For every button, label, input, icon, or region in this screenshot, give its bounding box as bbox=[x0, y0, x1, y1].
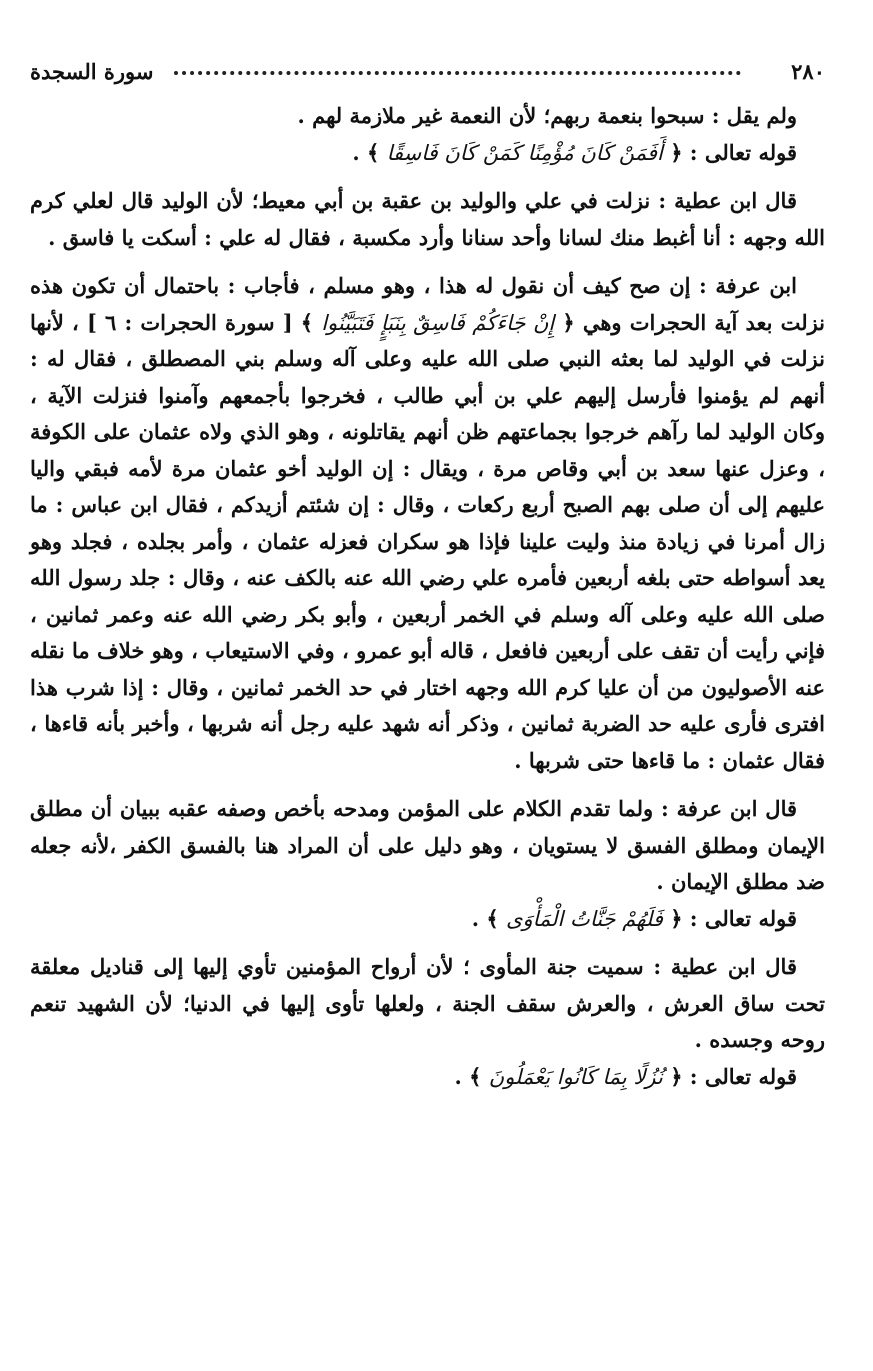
verse-line-2 bbox=[30, 901, 825, 938]
header-dotted-leader bbox=[174, 71, 741, 75]
paragraph-ibn-arafa-1 bbox=[30, 268, 825, 779]
page-header bbox=[30, 50, 825, 92]
verse-1-intro: قوله تعالى : ﴿ bbox=[670, 139, 797, 165]
verse-1-close: ﴾ . bbox=[352, 139, 380, 165]
para-2-quran-quote: إِنْ جَاءَكُمْ فَاسِقٌ بِنَبَإٍ فَتَبَيَّنُوا bbox=[321, 310, 555, 335]
paragraph-ibn-atiyya-1: قال ابن عطية : نزلت في علي والوليد بن عقبة بن أبي معيط؛ لأن الوليد قال لعلي كرم الله وجهه : أنا أغبط منك لسانا وأحد سنانا وأرد مكسبة ، فقال له علي : أسكت يا فاسق . bbox=[30, 188, 825, 250]
para-2-part-a: ابن عرفة : إن صح كيف أن نقول له هذا ، وهو مسلم ، فأجاب : باحتمال أن تكون هذه نزلت بعد آية الحجرات وهي ﴿ bbox=[30, 273, 826, 335]
verse-3-intro: قوله تعالى : ﴿ bbox=[670, 1063, 797, 1089]
line-no-mention-of-blessing: ولم يقل : سبحوا بنعمة ربهم؛ لأن النعمة غير ملازمة لهم . bbox=[297, 103, 797, 128]
paragraph-ibn-atiyya-2: قال ابن عطية : سميت جنة المأوى ؛ لأن أرواح المؤمنين تأوي إليها إلى قناديل معلقة تحت ساق العرش ، والعرش سقف الجنة ، ولعلها تأوى إليها في الدنيا؛ لأن الشهيد تنعم روحه وجسده . bbox=[30, 954, 825, 1052]
para-2-part-b: ﴾ [ سورة الحجرات : ٦ ] ، لأنها نزلت في الوليد لما بعثه النبي صلى الله عليه وعلى آله وسلم بني المصطلق ، فقال له : أنهم لم يؤمنوا فأرسل إليهم علي بن أبي طالب ، فخرجوا بأجمعهم وآمنوا فنزلت الآية ، وكان الوليد لما رآهم خرجوا بجماعتهم ظن أنهم يقاتلونه ، وهو الذي ولاه عثمان على الكوفة ، وعزل عنها سعد بن أبي وقاص مرة ، ويقال : إن الوليد أخو عثمان مرة لأمه فبقي واليا عليهم إلى أن صلى بهم الصبح أربع ركعات ، وقال : إن شئتم أزيدكم ، فقال ابن عباس : ما زال أمرنا في زيادة منذ وليت علينا فإذا هو سكران فعزله عثمان ، وأمر بجلده ، فجلد وهو يعد أسواطه حتى بلغه أربعين فأمره علي رضي الله عنه بالكف عنه ، وقال : جلد رسول الله صلى الله عليه وعلى آله وسلم في الخمر أربعين ، وأبو بكر رضي الله عنه وعمر ثمانين ، فإني رأيت أن تقف على أربعين فافعل ، قاله أبو عمرو ، وفي الاستيعاب ، وهو خلاف ما نقله عنه الأصوليون من أن عليا كرم الله وجهه اختار في حد الخمر ثمانين ، وقال : إذا شرب هذا افترى فأرى عليه حد الضربة ثمانين ، وذكر أنه شهد عليه رجل أنه شربها ، وأخبر بأنه قاءها ، فقال عثمان : ما قاءها حتى شربها . bbox=[30, 309, 825, 773]
verse-2-close: ﴾ . bbox=[471, 905, 499, 931]
verse-1-text: أَفَمَنْ كَانَ مُؤْمِنًا كَمَنْ كَانَ فَاسِقًا bbox=[386, 140, 663, 165]
verse-2-intro: قوله تعالى : ﴿ bbox=[670, 905, 797, 931]
paragraph-ibn-arafa-2: قال ابن عرفة : ولما تقدم الكلام على المؤمن ومدحه بأخص وصفه عقبه ببيان أن مطلق الإيمان ومطلق الفسق لا يستويان ، وهو دليل على أن المراد هنا بالفسق الكفر ،لأنه جعله ضد مطلق الإيمان . bbox=[30, 796, 825, 894]
page-number: ٢٨٠ bbox=[791, 58, 825, 84]
verse-3-text: نُزُلًا بِمَا كَانُوا يَعْمَلُونَ bbox=[488, 1064, 663, 1089]
verse-2-text: فَلَهُمْ جَنَّاتُ الْمَأْوَى bbox=[506, 906, 663, 931]
verse-3-close: ﴾ . bbox=[454, 1063, 482, 1089]
verse-line-1 bbox=[30, 135, 825, 172]
verse-line-3 bbox=[30, 1059, 825, 1096]
surah-title: سورة السجدة bbox=[30, 58, 154, 84]
book-page bbox=[30, 50, 825, 1095]
